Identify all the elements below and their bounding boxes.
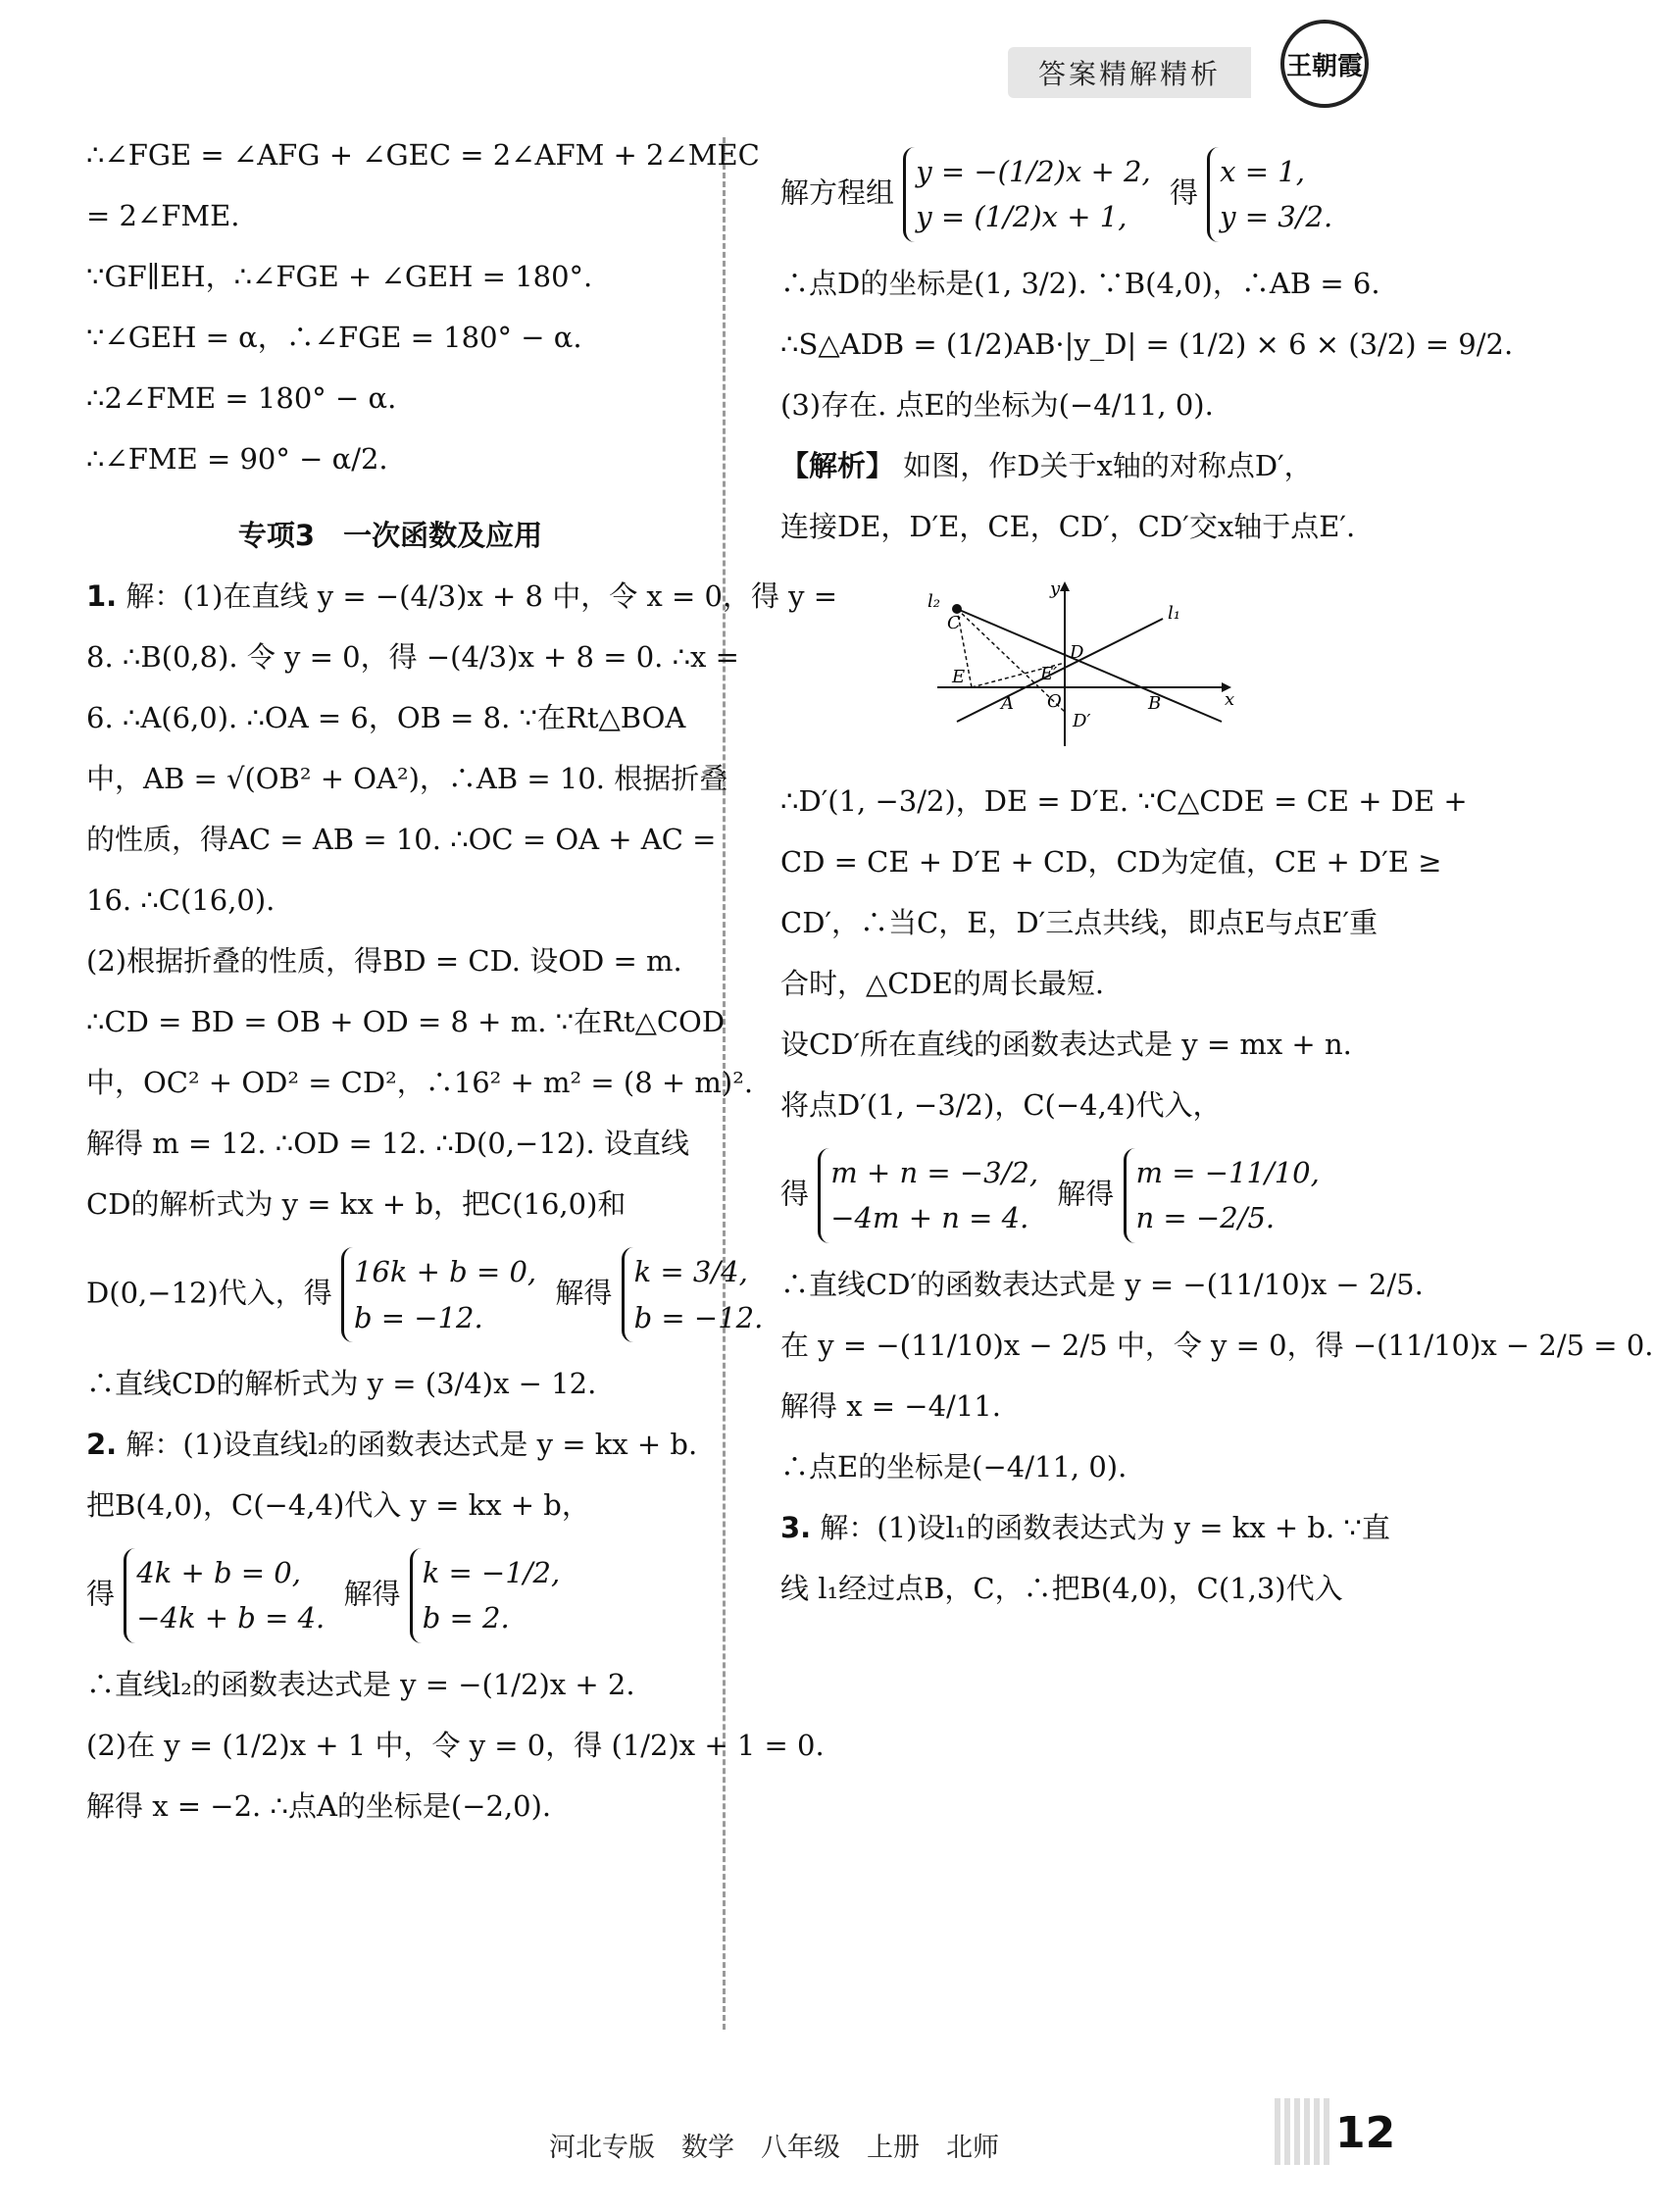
label-e-prime: E′ [1040, 663, 1058, 684]
answer-line: 设CD′所在直线的函数表达式是 y = mx + n. [780, 1028, 1352, 1062]
page-number-decoration [1275, 2098, 1329, 2165]
answer-line: CD′，∴当C，E，D′三点共线，即点E与点E′重 [780, 906, 1378, 940]
proof-line: ∵∠GEH = α，∴∠FGE = 180° − α. [86, 321, 582, 354]
q3-line [780, 1510, 1390, 1547]
section-tab: 答案精解精析 [1008, 47, 1251, 98]
equation: b = −12. [633, 1300, 764, 1334]
label-d: D [1070, 641, 1084, 663]
question-number: 1. [86, 579, 118, 614]
q1-line: CD的解析式为 y = kx + b，把C(16,0)和 [86, 1187, 627, 1222]
equation: x = 1, [1220, 155, 1305, 188]
q1-line: 16. ∴C(16,0). [86, 883, 276, 918]
equation-block [780, 147, 1369, 242]
q2-line: 解得 x = −2. ∴点A的坐标是(−2,0). [86, 1788, 552, 1823]
solution-system [622, 1247, 774, 1342]
brand-logo-text: 王朝霞 [1285, 51, 1363, 81]
solution-system [1207, 147, 1342, 242]
label-e: E [952, 666, 966, 687]
q1-conclusion: ∴直线CD的解析式为 y = (3/4)x − 12. [86, 1367, 597, 1401]
solve-word: 解得 [555, 1276, 613, 1310]
section-title: 专项3 一次函数及应用 [237, 519, 543, 552]
equation: m = −11/10, [1135, 1156, 1320, 1190]
label-b: B [1148, 692, 1162, 714]
equation: 16k + b = 0, [353, 1255, 537, 1289]
label-l1: l₁ [1168, 602, 1180, 624]
equation-system [818, 1148, 1048, 1243]
proof-line: ∴2∠FME = 180° − α. [86, 381, 397, 415]
equation-block [780, 1148, 1369, 1243]
system-prefix: D(0,−12)代入，得 [86, 1276, 332, 1310]
q3-text: 解：(1)设l₁的函数表达式为 y = kx + b. ∵直 [820, 1510, 1390, 1544]
q1-line: 8. ∴B(0,8). 令 y = 0，得 −(4/3)x + 8 = 0. ∴x = [86, 640, 739, 675]
q1-equation-system [86, 1247, 764, 1342]
analysis-text: 如图，作D关于x轴的对称点D′， [903, 448, 1313, 482]
label-o: O [1047, 690, 1062, 712]
equation: b = 2. [422, 1601, 510, 1635]
label-y: y [1050, 578, 1061, 599]
question-number: 3. [780, 1510, 812, 1544]
q1-line: 6. ∴A(6,0). ∴OA = 6，OB = 8. ∵在Rt△BOA [86, 701, 686, 735]
label-c: C [947, 612, 961, 633]
solution-system [410, 1548, 571, 1643]
page-number: 12 [1335, 2108, 1396, 2158]
q2-line: (2)在 y = (1/2)x + 1 中，令 y = 0，得 (1/2)x + 1 = 0. [86, 1728, 825, 1762]
answer-line: 在 y = −(11/10)x − 2/5 中，令 y = 0，得 −(11/10)x − 2/5 = 0. [780, 1328, 1654, 1362]
q2-line: 把B(4,0)，C(−4,4)代入 y = kx + b， [86, 1488, 590, 1523]
equation-system [341, 1247, 546, 1342]
equation: k = −1/2, [422, 1556, 561, 1590]
answer-line: ∴点E的坐标是(−4/11, 0). [780, 1449, 1128, 1483]
q1-line: 解得 m = 12. ∴OD = 12. ∴D(0,−12). 设直线 [86, 1127, 689, 1161]
equation: −4m + n = 4. [830, 1201, 1029, 1235]
answer-line: 连接DE，D′E，CE，CD′，CD′交x轴于点E′. [780, 509, 1356, 543]
answer-line: ∴D′(1, −3/2)，DE = D′E. ∵C△CDE = CE + DE + [780, 784, 1468, 819]
analysis-tag: 【解析】 [780, 448, 895, 482]
equation: y = 3/2. [1220, 200, 1333, 234]
q1-line: 的性质，得AC = AB = 10. ∴OC = OA + AC = [86, 823, 717, 857]
equation: y = −(1/2)x + 2, [916, 155, 1151, 188]
q2-line [86, 1427, 698, 1464]
q2-equation-system [86, 1548, 694, 1643]
equation: n = −2/5. [1135, 1201, 1276, 1235]
equation: −4k + b = 4. [136, 1601, 326, 1635]
label-x: x [1225, 688, 1235, 710]
proof-line: ∴∠FGE = ∠AFG + ∠GEC = 2∠AFM + 2∠MEC [86, 138, 760, 172]
right-column [780, 137, 1654, 1632]
solve-word: 解得 [343, 1577, 401, 1611]
question-number: 2. [86, 1428, 118, 1462]
equation: m + n = −3/2, [830, 1156, 1039, 1190]
answer-line: 解得 x = −4/11. [780, 1388, 1001, 1423]
label-l2: l₂ [927, 590, 940, 612]
coordinate-figure [927, 579, 1241, 756]
solve-word: 解得 [1057, 1177, 1115, 1211]
proof-line: ∴∠FME = 90° − α/2. [86, 442, 388, 476]
answer-line: (3)存在. 点E的坐标为(−4/11, 0). [780, 387, 1214, 422]
q1-text: 解：(1)在直线 y = −(4/3)x + 8 中，令 x = 0，得 y = [125, 579, 838, 614]
proof-line: = 2∠FME. [86, 199, 240, 232]
answer-line: ∴S△ADB = (1/2)AB·|y_D| = (1/2) × 6 × (3/2) = 9/2. [780, 327, 1514, 361]
label-a: A [1001, 692, 1014, 714]
equation: b = −12. [353, 1300, 483, 1334]
solution-system [1124, 1148, 1329, 1243]
answer-line: ∴点D的坐标是(1, 3/2). ∵B(4,0)，∴AB = 6. [780, 266, 1380, 300]
analysis-line [780, 448, 1369, 485]
q2-text: 解：(1)设直线l₂的函数表达式是 y = kx + b. [125, 1428, 698, 1462]
q1-line: 中，OC² + OD² = CD²，∴16² + m² = (8 + m)². [86, 1066, 754, 1100]
equation-system [124, 1548, 334, 1643]
q1-line [86, 578, 838, 616]
footer-text: 河北专版 数学 八年级 上册 北师 [549, 2133, 999, 2163]
equation: y = (1/2)x + 1, [916, 200, 1128, 234]
equation: k = 3/4, [633, 1255, 748, 1289]
system-prefix: 得 [780, 1177, 810, 1211]
q2-line: ∴直线l₂的函数表达式是 y = −(1/2)x + 2. [86, 1667, 635, 1701]
q1-line: 中，AB = √(OB² + OA²)，∴AB = 10. 根据折叠 [86, 762, 728, 796]
answer-line: 将点D′(1, −3/2)，C(−4,4)代入， [780, 1088, 1222, 1123]
q1-line: ∴CD = BD = OB + OD = 8 + m. ∵在Rt△COD [86, 1005, 726, 1039]
y-axis-arrow [1060, 581, 1070, 591]
answer-line: CD = CE + D′E + CD，CD为定值，CE + D′E ≥ [780, 845, 1442, 880]
line-l2 [957, 609, 1222, 722]
label-d-prime: D′ [1073, 710, 1091, 731]
answer-line: ∴直线CD′的函数表达式是 y = −(11/10)x − 2/5. [780, 1267, 1424, 1301]
equation: 4k + b = 0, [136, 1556, 301, 1590]
answer-line: 合时，△CDE的周长最短. [780, 967, 1105, 1001]
equation-system [903, 147, 1160, 242]
system-prefix: 得 [86, 1577, 116, 1611]
brand-logo [1280, 20, 1369, 108]
proof-line: ∵GF∥EH，∴∠FGE + ∠GEH = 180°. [86, 260, 593, 293]
solve-word: 得 [1169, 176, 1198, 210]
q1-line: (2)根据折叠的性质，得BD = CD. 设OD = m. [86, 944, 682, 979]
system-prefix: 解方程组 [780, 176, 895, 210]
q3-line: 线 l₁经过点B，C，∴把B(4,0)，C(1,3)代入 [780, 1571, 1343, 1605]
